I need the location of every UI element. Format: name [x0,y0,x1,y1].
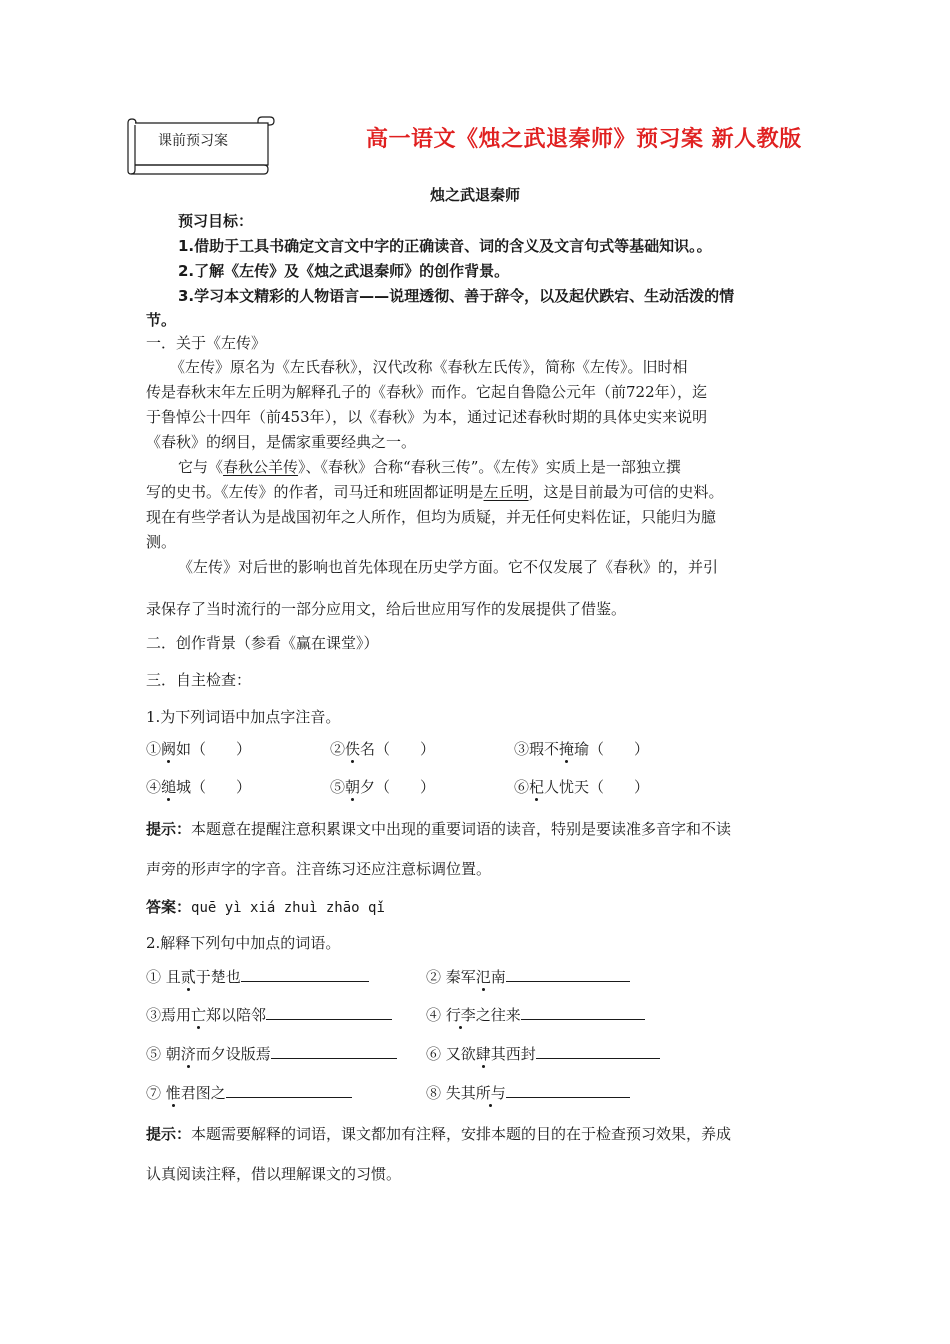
hint-label: 提示： [146,1125,192,1143]
paragraph-line: 《春秋》的纲目，是儒家重要经典之一。 [146,433,417,451]
dotted-char: 朝 [345,778,361,796]
hint-line: 认真阅读注释，借以理解课文的习惯。 [146,1165,402,1183]
paragraph-line: 传是春秋末年左丘明为解释孔子的《春秋》而作。它起自鲁隐公元年（前722年），迄 [146,383,708,401]
text: 》、《春秋》合称“春秋三传”。《左传》实质上是一部独立撰 [298,458,681,476]
answer-blank[interactable] [536,1044,660,1059]
explain-item: ③焉用亡郑以陪邻 [146,1004,392,1025]
dotted-char: 惟 [165,1084,181,1102]
paragraph-line: 测。 [146,533,177,551]
hint-line [146,1123,731,1144]
scroll-label: 课前预习案 [158,133,228,149]
dotted-char: 行李 [445,1006,476,1024]
section-heading: 二．创作背景（参看《赢在课堂》） [146,634,379,652]
dotted-char: 缒 [161,778,177,796]
paragraph-line: 《左传》对后世的影响也首先体现在历史学方面。它不仅发展了《春秋》的，并引 [178,558,719,576]
link-zuoqiuming[interactable]: 左丘明 [483,483,529,501]
dotted-char: 佚 [345,740,361,758]
dotted-char: 济 [180,1045,196,1063]
text: ，这是目前最为可信的史料。 [528,483,724,501]
pinyin-item: ③瑕不掩瑜（ ） [514,740,650,758]
goals-heading: 预习目标： [178,212,254,230]
goal-item: 1.借助于工具书确定文言文中字的正确读音、词的含义及文言句式等基础知识。。 [178,237,712,255]
pinyin-item: ②佚名（ ） [330,740,436,758]
paragraph-line: 《左传》原名为《左氏春秋》，汉代改称《春秋左氏传》，简称《左传》。旧时相 [170,358,688,376]
explain-item: ⑤ 朝济而夕设版焉 [146,1043,397,1064]
question-title: 2.解释下列句中加点的词语。 [146,934,341,952]
pinyin-item: ⑥杞人忧天（ ） [514,778,650,796]
dotted-char: 掩 [559,740,575,758]
hint-line: 声旁的形声字的字音。注音练习还应注意标调位置。 [146,860,492,878]
paragraph-line [178,456,681,477]
dotted-char: 杞 [529,778,545,796]
link-gongyang[interactable]: 春秋公羊传 [223,458,299,476]
question-title: 1.为下列词语中加点字注音。 [146,708,341,726]
paragraph-line: 录保存了当时流行的一部分应用文，给后世应用写作的发展提供了借鉴。 [146,600,627,618]
answer-blank[interactable] [241,967,369,982]
dotted-char: 贰 [180,968,196,986]
answer-blank[interactable] [266,1005,392,1020]
answer-blank[interactable] [506,1083,630,1098]
explain-item: ① 且贰于楚也 [146,966,369,987]
explain-item: ⑧ 失其所与 [426,1082,630,1103]
answer-text: quē yì xiá zhuì zhāo qǐ [191,900,385,916]
hint-text: 本题需要解释的词语，课文都加有注释，安排本题的目的在于检查预习效果，养成 [191,1125,732,1143]
explain-item: ④ 行李之往来 [426,1004,645,1025]
paragraph-line: 于鲁悼公十四年（前453年），以《春秋》为本，通过记述春秋时期的具体史实来说明 [146,408,708,426]
pinyin-item: ①阙如（ ） [146,740,252,758]
explain-item: ⑦ 惟君图之 [146,1082,352,1103]
answer-blank[interactable] [506,967,630,982]
dotted-char: 氾 [475,968,491,986]
pinyin-item: ④缒城（ ） [146,778,252,796]
explain-item: ⑥ 又欲肆其西封 [426,1043,660,1064]
explain-item: ② 秦军氾南 [426,966,630,987]
section-heading: 三．自主检查： [146,671,252,689]
answer-blank[interactable] [521,1005,645,1020]
hint-line [146,818,731,839]
paragraph-line: 现在有些学者认为是战国初年之人所作，但均为质疑，并无任何史料佐证，只能归为臆 [146,508,717,526]
answer-label: 答案： [146,898,192,916]
dotted-char: 亡 [191,1006,207,1024]
pinyin-item: ⑤朝夕（ ） [330,778,436,796]
goal-item: 2.了解《左传》及《烛之武退秦师》的创作背景。 [178,262,510,280]
goal-item: 3.学习本文精彩的人物语言——说理透彻、善于辞令，以及起伏跌宕、生动活泼的情 [178,287,735,305]
text: 写的史书。《左传》的作者，司马迁和班固都证明是 [146,483,484,501]
dotted-char: 所与 [475,1084,506,1102]
article-title: 烛之武退秦师 [429,186,520,204]
goal-item: 节。 [146,311,177,329]
section-heading: 一．关于《左传》 [146,334,267,352]
paragraph-line [146,481,724,502]
text: 它与《 [178,458,224,476]
hint-label: 提示： [146,820,192,838]
dotted-char: 肆 [475,1045,491,1063]
dotted-char: 阙 [161,740,177,758]
answer-line [146,896,385,917]
answer-blank[interactable] [226,1083,352,1098]
hint-text: 本题意在提醒注意积累课文中出现的重要词语的读音，特别是要读准多音字和不读 [191,820,732,838]
page-title: 高一语文《烛之武退秦师》预习案 新人教版 [366,127,802,152]
answer-blank[interactable] [271,1044,397,1059]
